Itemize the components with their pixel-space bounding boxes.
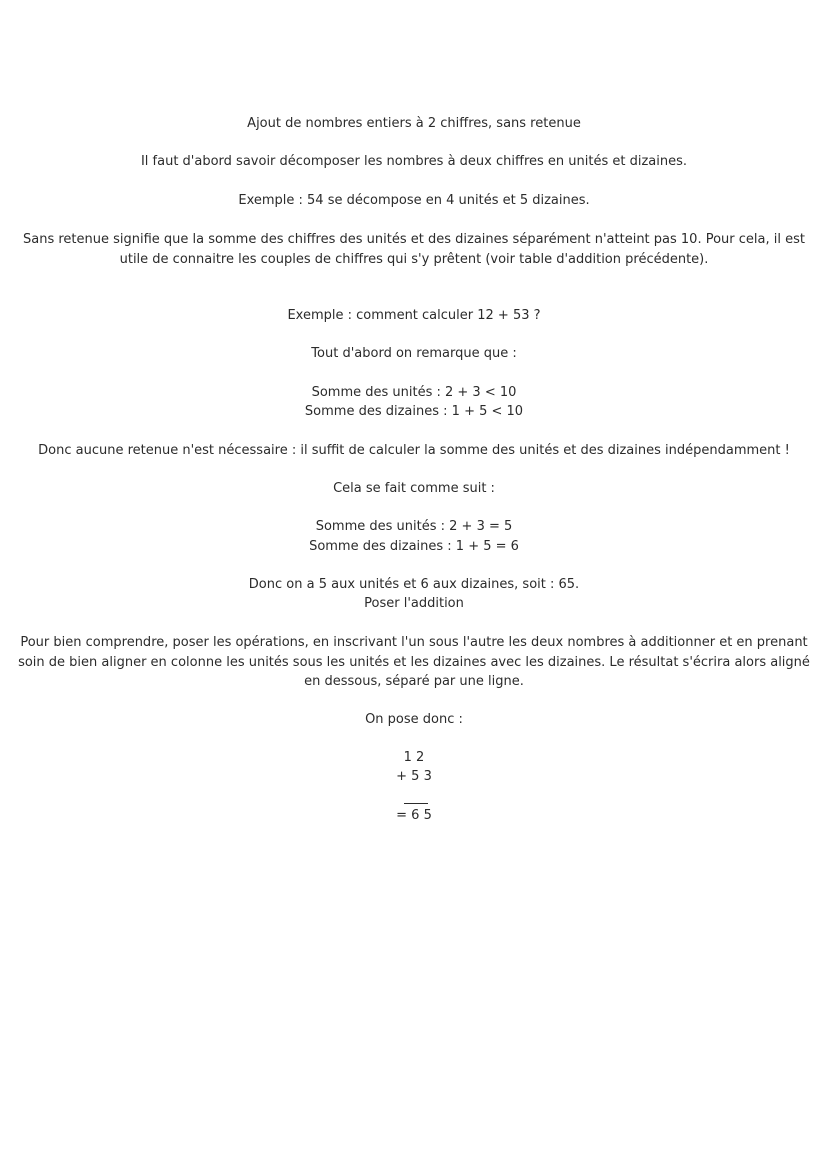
operation-second-number: + 5 3 [396, 769, 432, 784]
check-tens: Somme des dizaines : 1 + 5 < 10 [304, 404, 524, 419]
document-title: Ajout de nombres entiers à 2 chiffres, sans retenue [247, 116, 581, 131]
section-heading: Poser l'addition [364, 596, 464, 611]
result-text: Donc on a 5 aux unités et 6 aux dizaines, soit : 65. [248, 577, 580, 592]
pose-intro: On pose donc : [365, 712, 463, 727]
sum-units: Somme des unités : 2 + 3 = 5 [315, 519, 513, 534]
how-text: Cela se fait comme suit : [333, 481, 495, 496]
remark-text: Tout d'abord on remarque que : [311, 346, 517, 361]
operation-total: = 6 5 [396, 808, 432, 823]
example-decomposition: Exemple : 54 se décompose en 4 unités et 5 dizaines. [238, 193, 590, 208]
definition-paragraph: Sans retenue signifie que la somme des chiffres des unités et des dizaines séparément n'atteint pas 10. Pour cela, il est utile de connaitre les couples de chiffres qui s'y prêtent (voir table d'addition précédente). [23, 232, 805, 267]
intro-text: Il faut d'abord savoir décomposer les nombres à deux chiffres en unités et dizaines. [140, 154, 688, 169]
sum-tens: Somme des dizaines : 1 + 5 = 6 [309, 539, 519, 554]
check-units: Somme des unités : 2 + 3 < 10 [311, 385, 517, 400]
example-question: Exemple : comment calculer 12 + 53 ? [287, 308, 541, 323]
explanation-paragraph: Pour bien comprendre, poser les opérations, en inscrivant l'un sous l'autre les deux nombres à additionner et en prenant soin de bien aligner en colonne les unités sous les unités et les dizaines avec les dizaines. Le résultat s'écrira alors aligné en dessous, séparé par une ligne. [18, 635, 810, 689]
operation-first-number: 1 2 [403, 750, 425, 765]
operation-separator-line [404, 803, 428, 804]
no-carry-text: Donc aucune retenue n'est nécessaire : il suffit de calculer la somme des unités et des dizaines indépendamment ! [38, 443, 790, 458]
